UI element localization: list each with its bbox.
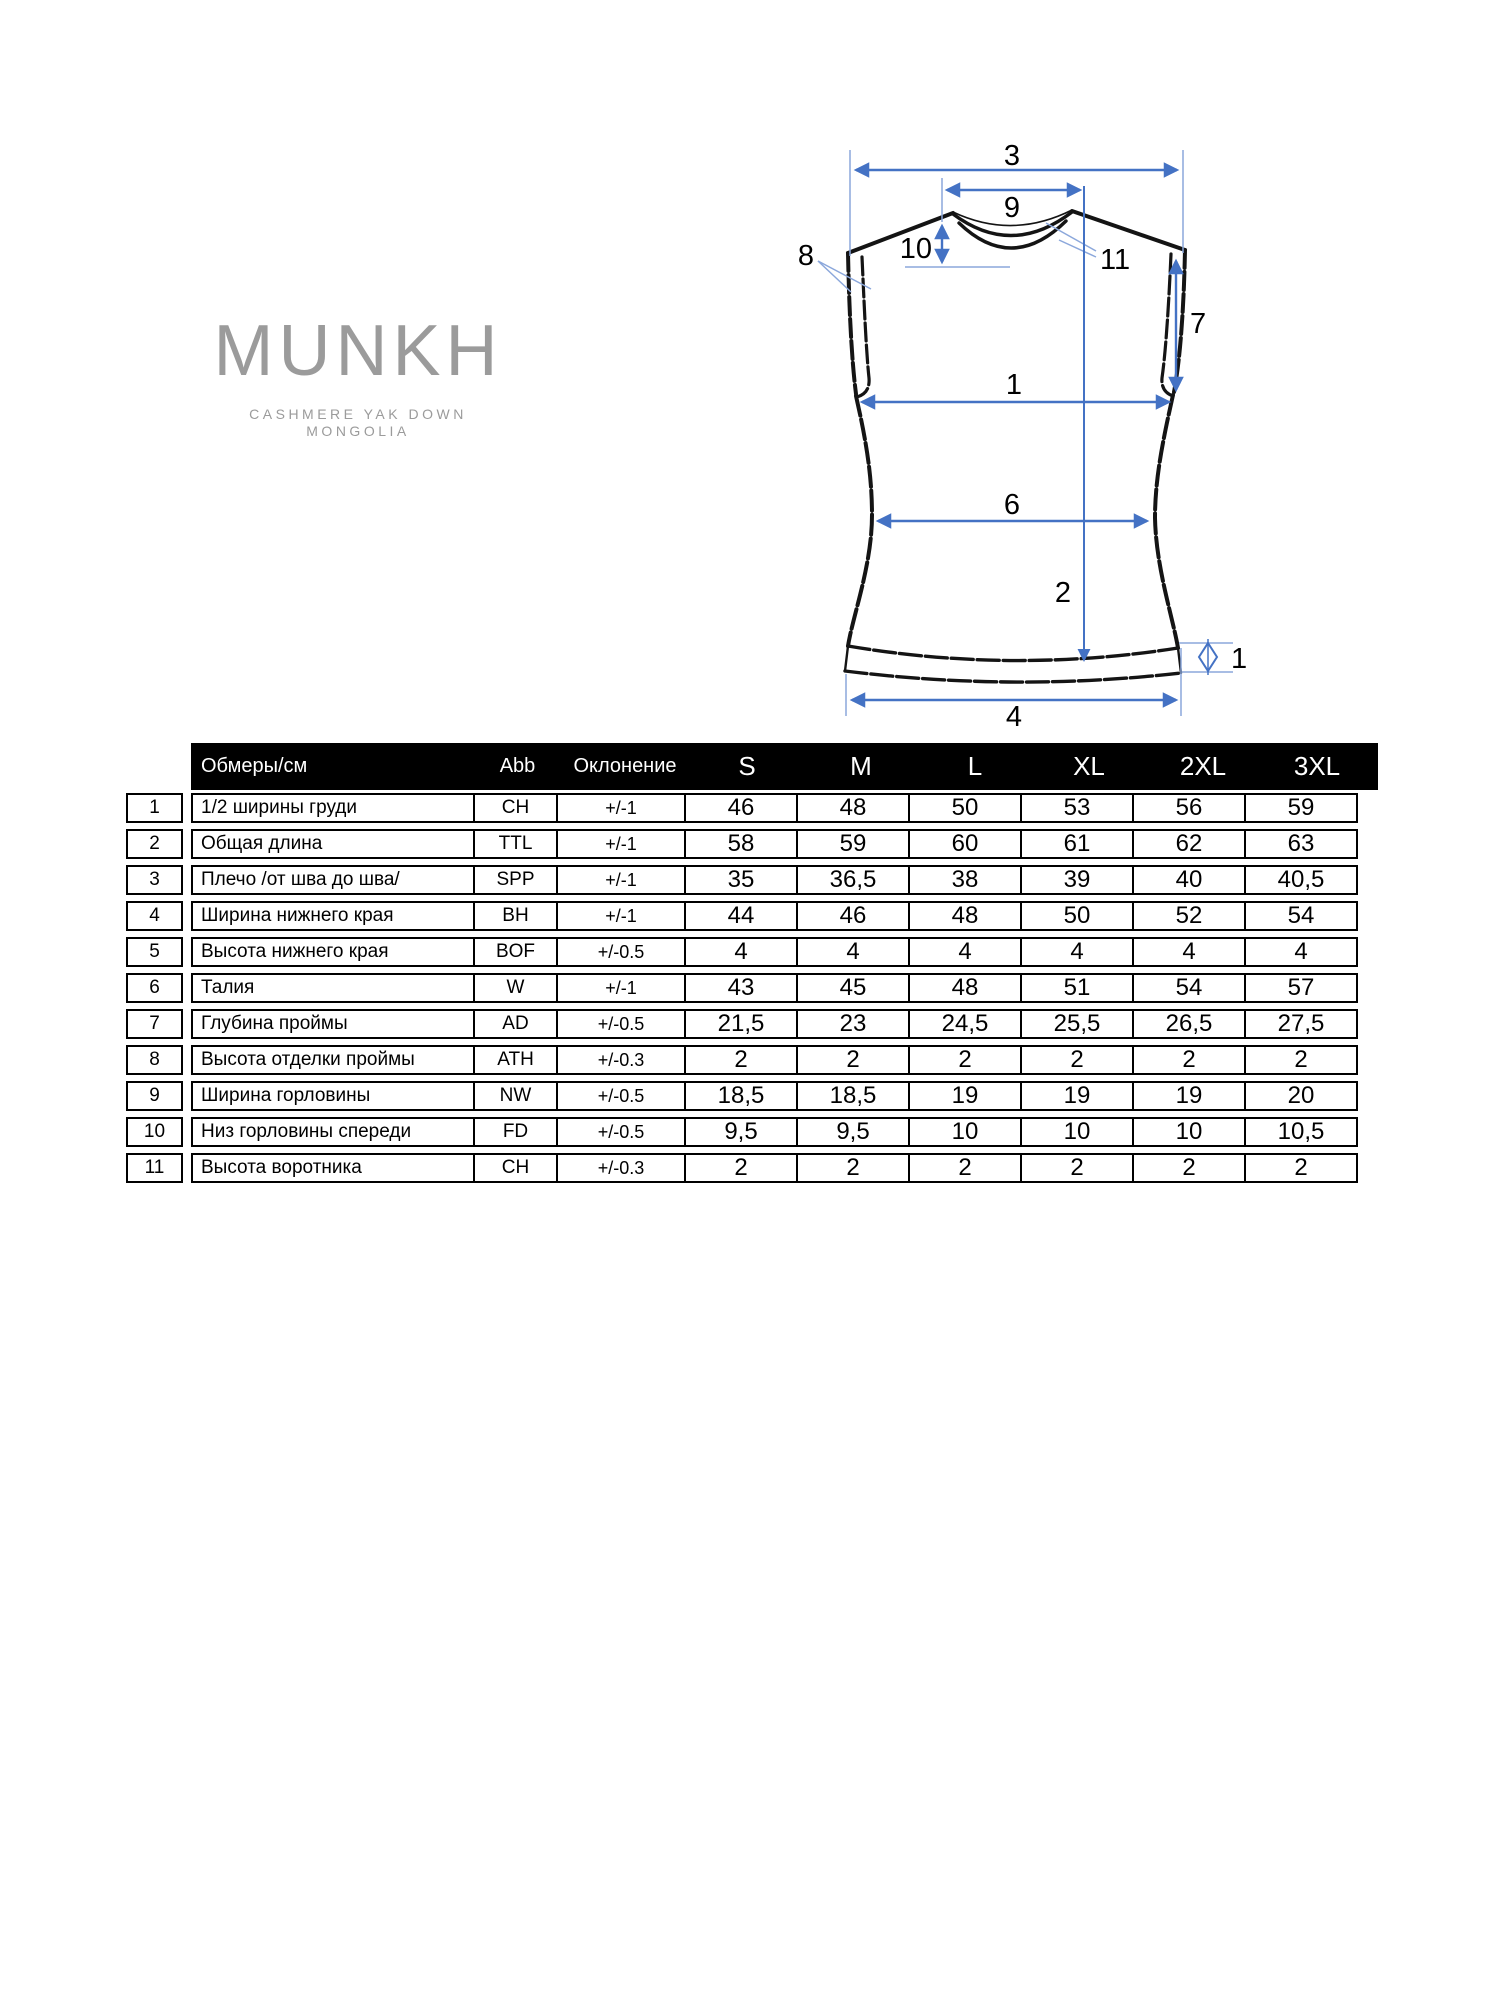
row-value-l: 24,5 (908, 1009, 1022, 1039)
row-value-s: 2 (684, 1153, 798, 1183)
row-tolerance: +/-0.5 (556, 1117, 686, 1147)
row-label: Глубина проймы (191, 1009, 475, 1039)
row-value-2xl: 4 (1132, 937, 1246, 967)
label-waist: 6 (1003, 489, 1021, 521)
row-value-s: 43 (684, 973, 798, 1003)
row-label: Низ горловины спереди (191, 1117, 475, 1147)
right-armhole-inner (1162, 254, 1173, 396)
row-tolerance: +/-0.3 (556, 1153, 686, 1183)
row-value-xl: 2 (1020, 1045, 1134, 1075)
row-value-3xl: 2 (1244, 1153, 1358, 1183)
row-label: Высота воротника (191, 1153, 475, 1183)
label-armhole-depth: 7 (1190, 308, 1207, 340)
row-label: Высота отделки проймы (191, 1045, 475, 1075)
table-row (126, 793, 1378, 826)
row-value-2xl: 2 (1132, 1153, 1246, 1183)
row-value-s: 35 (684, 865, 798, 895)
row-value-3xl: 27,5 (1244, 1009, 1358, 1039)
row-value-2xl: 19 (1132, 1081, 1246, 1111)
row-number: 11 (126, 1153, 183, 1183)
header-tolerance: Оклонение (573, 755, 677, 777)
row-tolerance: +/-0.5 (556, 1009, 686, 1039)
row-value-xl: 25,5 (1020, 1009, 1134, 1039)
row-value-l: 60 (908, 829, 1022, 859)
row-value-s: 9,5 (684, 1117, 798, 1147)
header-measure: Обмеры/см (201, 755, 308, 777)
table-row (126, 829, 1378, 862)
brand-name: MUNKH (213, 311, 503, 391)
row-value-xl: 2 (1020, 1153, 1134, 1183)
row-label: Общая длина (191, 829, 475, 859)
row-abbreviation: ATH (473, 1045, 558, 1075)
header-size-l: L (967, 751, 983, 781)
row-label: 1/2 ширины груди (191, 793, 475, 823)
row-value-l: 19 (908, 1081, 1022, 1111)
hem-top (848, 646, 1178, 661)
row-value-xl: 10 (1020, 1117, 1134, 1147)
row-number: 10 (126, 1117, 183, 1147)
header-size-s: S (738, 751, 756, 781)
row-tolerance: +/-0.5 (556, 937, 686, 967)
row-value-s: 18,5 (684, 1081, 798, 1111)
row-abbreviation: BH (473, 901, 558, 931)
row-value-3xl: 40,5 (1244, 865, 1358, 895)
row-value-3xl: 63 (1244, 829, 1358, 859)
row-value-2xl: 54 (1132, 973, 1246, 1003)
row-value-s: 21,5 (684, 1009, 798, 1039)
row-abbreviation: NW (473, 1081, 558, 1111)
row-tolerance: +/-1 (556, 793, 686, 823)
row-value-m: 59 (796, 829, 910, 859)
table-row (126, 901, 1378, 934)
row-value-l: 2 (908, 1153, 1022, 1183)
row-value-s: 2 (684, 1045, 798, 1075)
row-value-m: 48 (796, 793, 910, 823)
row-label: Талия (191, 973, 475, 1003)
label-total-length: 2 (1054, 577, 1072, 609)
row-number: 6 (126, 973, 183, 1003)
row-tolerance: +/-1 (556, 901, 686, 931)
row-value-l: 48 (908, 973, 1022, 1003)
row-tolerance: +/-1 (556, 829, 686, 859)
label-hem-height: 1 (1231, 643, 1248, 675)
row-value-l: 10 (908, 1117, 1022, 1147)
row-value-s: 58 (684, 829, 798, 859)
row-value-3xl: 10,5 (1244, 1117, 1358, 1147)
row-value-3xl: 54 (1244, 901, 1358, 931)
row-value-l: 38 (908, 865, 1022, 895)
row-value-3xl: 59 (1244, 793, 1358, 823)
row-value-m: 9,5 (796, 1117, 910, 1147)
row-value-l: 48 (908, 901, 1022, 931)
label-collar-height: 11 (1100, 244, 1131, 276)
table-body (126, 793, 1378, 1186)
left-armhole-outer (848, 253, 856, 394)
row-number: 5 (126, 937, 183, 967)
brand-tagline (168, 406, 548, 440)
row-tolerance: +/-0.3 (556, 1045, 686, 1075)
row-value-m: 46 (796, 901, 910, 931)
row-value-m: 2 (796, 1045, 910, 1075)
row-value-2xl: 52 (1132, 901, 1246, 931)
row-abbreviation: AD (473, 1009, 558, 1039)
table-row (126, 973, 1378, 1006)
row-abbreviation: TTL (473, 829, 558, 859)
row-value-xl: 51 (1020, 973, 1134, 1003)
row-number: 7 (126, 1009, 183, 1039)
brand-logo (168, 311, 548, 440)
row-label: Ширина горловины (191, 1081, 475, 1111)
row-value-xl: 53 (1020, 793, 1134, 823)
hem-left-edge (845, 646, 848, 671)
label-chest-width: 1 (1005, 369, 1023, 401)
brand-tagline-line2: MONGOLIA (306, 423, 410, 439)
row-number: 2 (126, 829, 183, 859)
row-value-m: 36,5 (796, 865, 910, 895)
row-number: 9 (126, 1081, 183, 1111)
table-row (126, 937, 1378, 970)
label-shoulder-width: 3 (1003, 140, 1021, 172)
row-value-2xl: 26,5 (1132, 1009, 1246, 1039)
table-row (126, 1045, 1378, 1078)
row-value-3xl: 4 (1244, 937, 1358, 967)
header-size-3xl: 3XL (1293, 751, 1341, 781)
row-value-3xl: 20 (1244, 1081, 1358, 1111)
row-abbreviation: BOF (473, 937, 558, 967)
header-abb: Abb (499, 755, 536, 777)
row-value-l: 2 (908, 1045, 1022, 1075)
row-value-2xl: 40 (1132, 865, 1246, 895)
garment-outline (845, 210, 1185, 682)
row-value-s: 44 (684, 901, 798, 931)
row-value-l: 4 (908, 937, 1022, 967)
header-size-2xl: 2XL (1179, 751, 1227, 781)
row-value-m: 2 (796, 1153, 910, 1183)
row-label: Высота нижнего края (191, 937, 475, 967)
pointer-collar-1 (1046, 223, 1096, 251)
row-value-s: 4 (684, 937, 798, 967)
row-value-2xl: 10 (1132, 1117, 1246, 1147)
header-size-xl: XL (1073, 751, 1105, 781)
row-number: 3 (126, 865, 183, 895)
table-row (126, 1081, 1378, 1114)
row-value-2xl: 62 (1132, 829, 1246, 859)
row-abbreviation: CH (473, 793, 558, 823)
row-label: Плечо /от шва до шва/ (191, 865, 475, 895)
row-value-m: 4 (796, 937, 910, 967)
row-abbreviation: W (473, 973, 558, 1003)
row-value-3xl: 2 (1244, 1045, 1358, 1075)
label-armhole-trim: 8 (797, 240, 815, 272)
row-abbreviation: SPP (473, 865, 558, 895)
right-side-seam (1155, 395, 1178, 648)
row-value-2xl: 2 (1132, 1045, 1246, 1075)
label-bottom-width: 4 (1005, 701, 1023, 733)
label-neck-width: 9 (1003, 192, 1021, 224)
row-value-2xl: 56 (1132, 793, 1246, 823)
left-armhole-inner (857, 257, 869, 397)
row-value-xl: 4 (1020, 937, 1134, 967)
row-value-m: 18,5 (796, 1081, 910, 1111)
table-row (126, 1153, 1378, 1186)
table-row (126, 1009, 1378, 1042)
row-number: 8 (126, 1045, 183, 1075)
garment-diagram (600, 90, 1300, 750)
measurements-table (126, 743, 1378, 1186)
row-tolerance: +/-0.5 (556, 1081, 686, 1111)
row-value-xl: 39 (1020, 865, 1134, 895)
row-tolerance: +/-1 (556, 865, 686, 895)
row-abbreviation: CH (473, 1153, 558, 1183)
row-number: 4 (126, 901, 183, 931)
row-value-m: 45 (796, 973, 910, 1003)
brand-tagline-line1: CASHMERE YAK DOWN (249, 406, 467, 422)
left-side-seam (848, 396, 872, 646)
row-value-m: 23 (796, 1009, 910, 1039)
row-tolerance: +/-1 (556, 973, 686, 1003)
row-value-xl: 50 (1020, 901, 1134, 931)
row-value-xl: 19 (1020, 1081, 1134, 1111)
row-value-s: 46 (684, 793, 798, 823)
row-value-l: 50 (908, 793, 1022, 823)
row-label: Ширина нижнего края (191, 901, 475, 931)
row-value-3xl: 57 (1244, 973, 1358, 1003)
table-row (126, 1117, 1378, 1150)
table-header-row (191, 743, 1378, 790)
row-number: 1 (126, 793, 183, 823)
header-size-m: M (850, 751, 872, 781)
row-value-xl: 61 (1020, 829, 1134, 859)
hem-bottom (845, 671, 1181, 682)
label-front-neck-drop: 10 (899, 233, 932, 265)
row-abbreviation: FD (473, 1117, 558, 1147)
table-row (126, 865, 1378, 898)
